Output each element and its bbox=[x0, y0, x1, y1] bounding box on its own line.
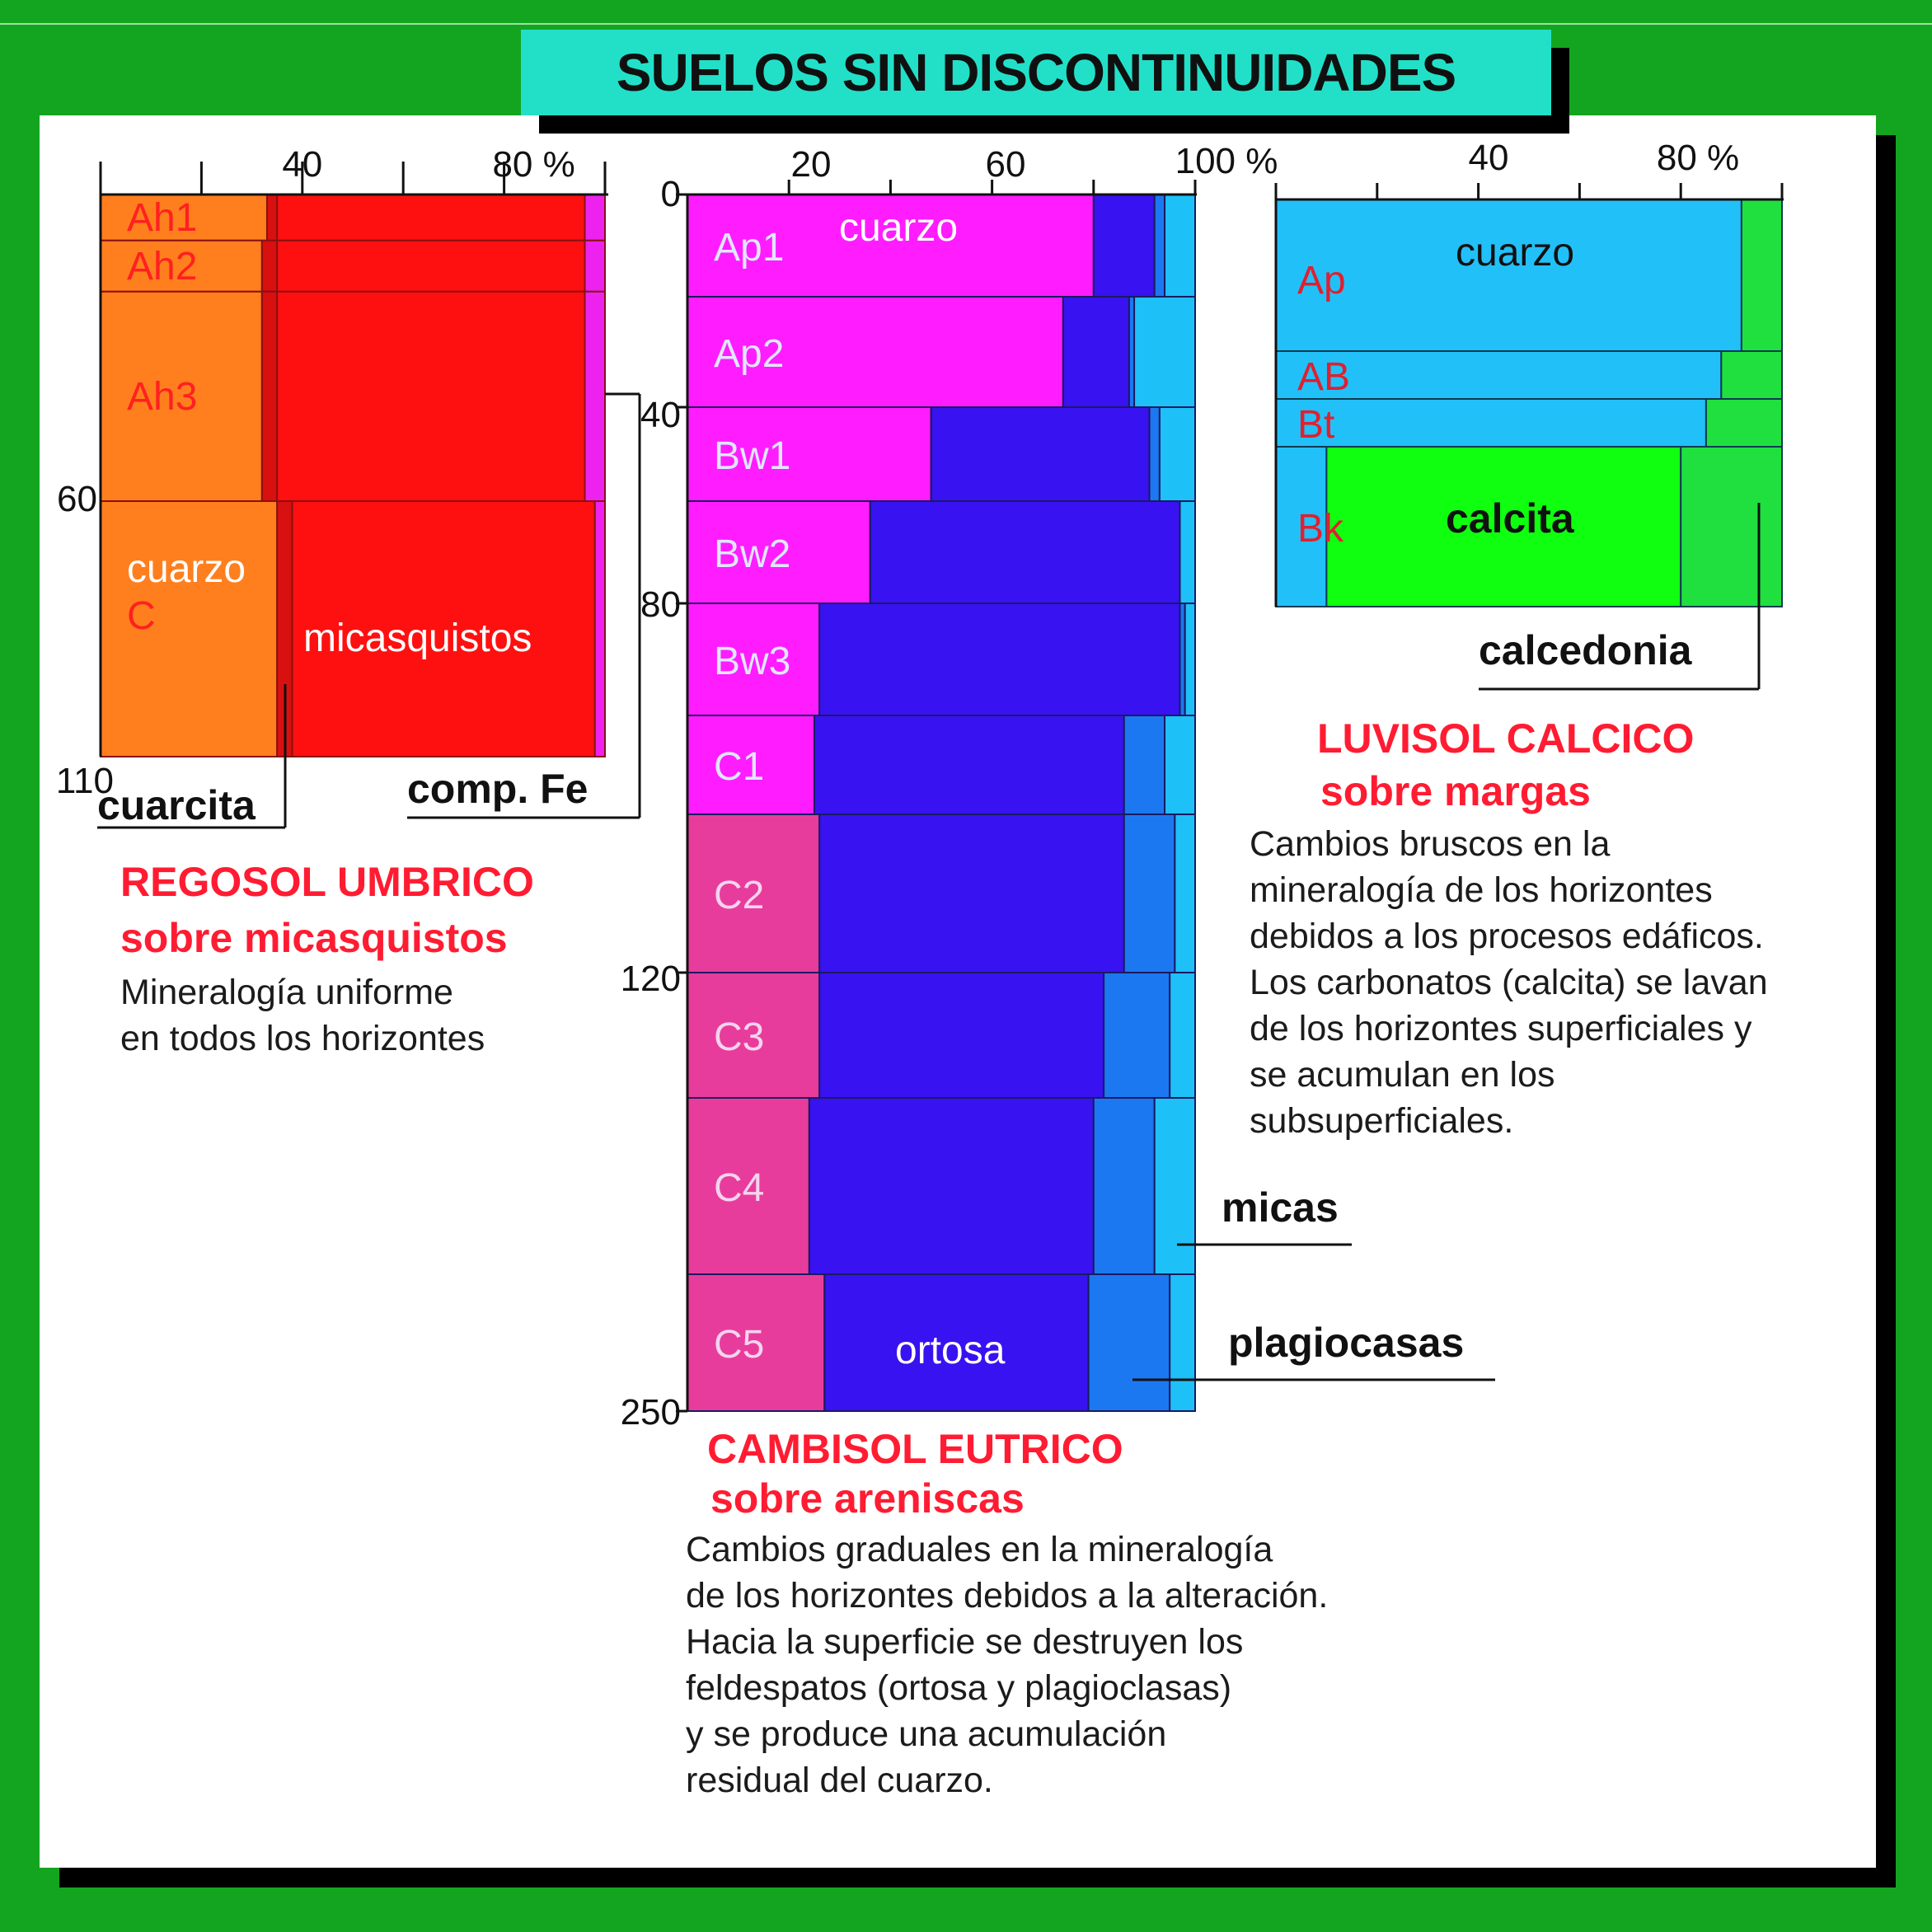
regosol-micasquistos-label: micasquistos bbox=[303, 617, 532, 660]
luvisol-subtitle: sobre margas bbox=[1320, 768, 1591, 814]
regosol-cuarzo-label: cuarzo bbox=[127, 547, 246, 591]
regosol-x-tick-label: 80 % bbox=[492, 144, 575, 185]
cambisol-bar-C3-plagioclasas bbox=[1104, 973, 1170, 1098]
cambisol-bar-Bw1-ortosa bbox=[931, 407, 1150, 501]
regosol-title: REGOSOL UMBRICO bbox=[120, 859, 534, 905]
regosol-horizon-label: C bbox=[127, 594, 156, 638]
cambisol-bar-C1-micas bbox=[1165, 715, 1195, 814]
cambisol-bar-C4-ortosa bbox=[809, 1098, 1094, 1274]
luvisol-horizon-label: Ap bbox=[1297, 259, 1346, 302]
cambisol-horizon-label: Bw3 bbox=[714, 640, 791, 683]
regosol-bar-Ah3-cuarcita bbox=[262, 292, 277, 501]
regosol-subtitle: sobre micasquistos bbox=[120, 915, 508, 961]
luvisol-title: LUVISOL CALCICO bbox=[1317, 715, 1695, 762]
regosol-cuarcita-label: cuarcita bbox=[97, 782, 256, 828]
cambisol-bar-C4-plagioclasas bbox=[1094, 1098, 1155, 1274]
cambisol-y-tick-label: 0 bbox=[660, 174, 681, 214]
cambisol-title: CAMBISOL EUTRICO bbox=[707, 1426, 1123, 1472]
cambisol-ortosa-label: ortosa bbox=[895, 1329, 1006, 1372]
cambisol-horizon-label: Bw2 bbox=[714, 532, 791, 576]
cambisol-bar-Bw1-plagioclasas bbox=[1150, 407, 1160, 501]
luvisol-calcedonia-label: calcedonia bbox=[1479, 627, 1692, 673]
luvisol-horizon-label: AB bbox=[1297, 355, 1351, 399]
regosol-bar-Ah3-micasquistos bbox=[277, 292, 584, 501]
cambisol-x-tick-label: 100 % bbox=[1175, 141, 1278, 181]
cambisol-horizon-label: Bw1 bbox=[714, 434, 791, 478]
cambisol-bar-C2-ortosa bbox=[819, 814, 1124, 973]
regosol-y-tick-label: 110 bbox=[55, 761, 114, 801]
cambisol-bar-C5-micas bbox=[1170, 1274, 1195, 1411]
cambisol-bar-Bw2-ortosa bbox=[870, 501, 1180, 603]
luvisol-bar-Bt-calcedonia bbox=[1706, 399, 1782, 447]
regosol-horizon-label: Ah1 bbox=[127, 195, 198, 240]
cambisol-horizon-label: C5 bbox=[714, 1323, 765, 1367]
luvisol-bar-Bt-cuarzo bbox=[1276, 399, 1706, 447]
luvisol-bar-AB-calcedonia bbox=[1721, 351, 1782, 399]
cambisol-subtitle: sobre areniscas bbox=[710, 1475, 1025, 1522]
regosol-bar-Ah1-micasquistos bbox=[277, 195, 584, 241]
regosol-bar-Ah1-comp_fe bbox=[585, 195, 605, 241]
cambisol-y-tick-label: 120 bbox=[620, 959, 681, 999]
cambisol-bar-C3-micas bbox=[1170, 973, 1195, 1098]
cambisol-x-tick-label: 20 bbox=[790, 144, 832, 185]
cambisol-horizon-label: Ap1 bbox=[714, 226, 785, 270]
page-title: SUELOS SIN DISCONTINUIDADES bbox=[616, 43, 1456, 102]
regosol-bar-Ah2-cuarcita bbox=[262, 241, 277, 292]
regosol-compfe-label: comp. Fe bbox=[407, 766, 589, 812]
cambisol-horizon-label: C3 bbox=[714, 1015, 765, 1059]
cambisol-bar-Ap1-plagioclasas bbox=[1155, 195, 1165, 297]
regosol-y-tick-label: 60 bbox=[57, 479, 97, 519]
luvisol-x-tick-label: 80 % bbox=[1656, 138, 1740, 178]
cambisol-cuarzo-label: cuarzo bbox=[839, 206, 959, 250]
cambisol-micas-label: micas bbox=[1222, 1184, 1339, 1231]
luvisol-description: Cambios bruscos en la mineralogía de los horizontes debidos a los procesos edáficos. Los carbonatos (calcita) se lavan de los horizontes superficiales y se acumulan en los subsuperficiales. bbox=[1250, 824, 1768, 1141]
cambisol-bar-Bw3-ortosa bbox=[819, 603, 1179, 715]
regosol-horizon-label: Ah3 bbox=[127, 374, 198, 419]
regosol-bar-Ah1-cuarcita bbox=[267, 195, 277, 241]
luvisol-bar-Bk-calcedonia bbox=[1681, 447, 1782, 607]
cambisol-bar-C1-ortosa bbox=[814, 715, 1124, 814]
cambisol-x-tick-label: 60 bbox=[985, 144, 1026, 185]
cambisol-bar-Ap2-micas bbox=[1134, 297, 1195, 407]
regosol-bar-Ah2-micasquistos bbox=[277, 241, 584, 292]
cambisol-y-tick-label: 250 bbox=[620, 1392, 681, 1433]
cambisol-bar-C2-micas bbox=[1175, 814, 1195, 973]
regosol-bar-Ah2-comp_fe bbox=[585, 241, 605, 292]
cambisol-bar-Ap1-ortosa bbox=[1094, 195, 1155, 297]
cambisol-bar-Ap2-ortosa bbox=[1063, 297, 1129, 407]
cambisol-horizon-label: C2 bbox=[714, 874, 765, 917]
cambisol-horizon-label: Ap2 bbox=[714, 332, 785, 376]
cambisol-bar-C4-micas bbox=[1155, 1098, 1195, 1274]
cambisol-bar-C3-ortosa bbox=[819, 973, 1104, 1098]
regosol-bar-Ah3-comp_fe bbox=[585, 292, 605, 501]
cambisol-horizon-label: C1 bbox=[714, 745, 765, 789]
luvisol-horizon-label: Bt bbox=[1297, 403, 1335, 447]
regosol-bar-C-comp_fe bbox=[595, 501, 605, 757]
cambisol-bar-Bw3-micas bbox=[1185, 603, 1195, 715]
cambisol-plagioclasas-label: plagiocasas bbox=[1228, 1320, 1465, 1366]
cambisol-y-tick-label: 40 bbox=[640, 395, 681, 435]
luvisol-bar-Ap-calcedonia bbox=[1742, 199, 1782, 351]
cambisol-bar-C2-plagioclasas bbox=[1124, 814, 1175, 973]
luvisol-calcita-label: calcita bbox=[1446, 495, 1574, 542]
luvisol-x-tick-label: 40 bbox=[1468, 138, 1509, 178]
cambisol-bar-C1-plagioclasas bbox=[1124, 715, 1165, 814]
luvisol-bar-Ap-cuarzo bbox=[1276, 199, 1742, 351]
cambisol-bar-Ap1-micas bbox=[1165, 195, 1195, 297]
luvisol-cuarzo-label: cuarzo bbox=[1456, 231, 1575, 274]
regosol-horizon-label: Ah2 bbox=[127, 244, 198, 288]
cambisol-bar-Bw1-micas bbox=[1160, 407, 1195, 501]
cambisol-y-tick-label: 80 bbox=[640, 584, 681, 625]
cambisol-description: Cambios graduales en la mineralogía de los horizontes debidos a la alteración. Hacia la superficie se destruyen los feldespatos (ortosa y plagioclasas) y se produce una acumulación residual del cuarzo. bbox=[686, 1530, 1329, 1800]
cambisol-bar-Bw2-micas bbox=[1180, 501, 1195, 603]
cambisol-bar-C5-plagioclasas bbox=[1089, 1274, 1170, 1411]
regosol-x-tick-label: 40 bbox=[282, 144, 323, 185]
cambisol-horizon-label: C4 bbox=[714, 1166, 765, 1210]
regosol-description: Mineralogía uniforme en todos los horizontes bbox=[120, 973, 485, 1058]
luvisol-horizon-label: Bk bbox=[1297, 507, 1344, 551]
